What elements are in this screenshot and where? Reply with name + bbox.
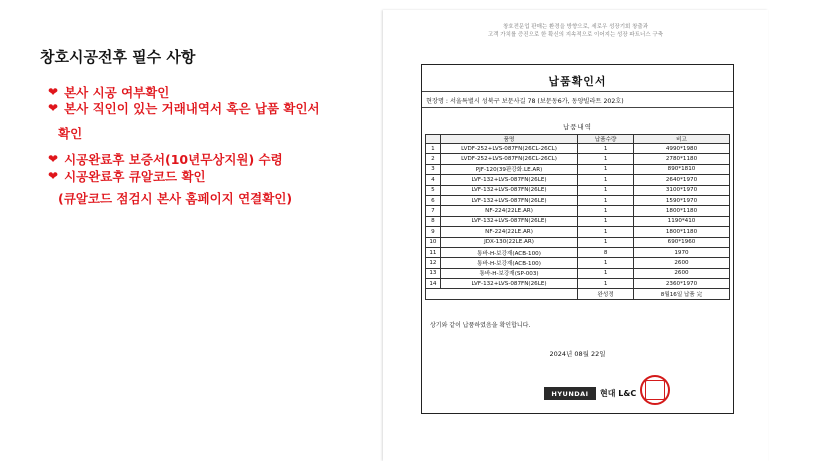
item-name: JDX-130(22LE.AR) <box>440 237 577 247</box>
item-size: 1190*410 <box>634 216 730 226</box>
item-name: LVF-132+LVS-087FN(26LE) <box>440 175 577 185</box>
completion-label: 완성정 <box>578 289 634 299</box>
item-size: 3100*1970 <box>634 185 730 195</box>
item-size: 890*1810 <box>634 164 730 174</box>
heart-icon: ❤ <box>48 169 59 183</box>
document-title: 납품확인서 <box>548 75 607 88</box>
table-row <box>426 154 730 164</box>
table-row <box>426 247 730 257</box>
table-header-row <box>426 135 730 144</box>
requirement-note: (큐알코드 점검시 본사 홈페이지 연결확인) <box>58 191 293 206</box>
item-size: 2360*1970 <box>634 279 730 289</box>
item-quantity: 1 <box>578 144 634 154</box>
column-header: NO <box>426 135 441 144</box>
item-quantity: 1 <box>578 279 634 289</box>
item-quantity: 1 <box>578 154 634 164</box>
item-name: 통바-H-보강재(ACB-100) <box>440 247 577 257</box>
item-quantity: 1 <box>578 237 634 247</box>
table-row <box>426 227 730 237</box>
row-number: 7 <box>426 206 441 216</box>
table-row <box>426 279 730 289</box>
column-header: 품명 <box>440 135 577 144</box>
item-quantity: 1 <box>578 268 634 278</box>
row-number: 12 <box>426 258 441 268</box>
item-size: 690*1960 <box>634 237 730 247</box>
item-size: 1590*1970 <box>634 195 730 205</box>
requirement-text: 시공완료후 보증서(10년무상지원) 수령 <box>64 152 283 167</box>
document-header-line: 고객 가치를 증진으로 한 확신의 지속적으로 이어지는 성장 파트너스 구축 <box>487 32 664 38</box>
item-name: LVF-132+LVS-087FN(26LE) <box>440 216 577 226</box>
item-quantity: 1 <box>578 206 634 216</box>
item-name: NF-224(22LE.AR) <box>440 206 577 216</box>
divider <box>422 107 733 108</box>
item-name: 통바-H-보강재(SP-003) <box>440 268 577 278</box>
section-title: 납품내역 <box>562 123 593 131</box>
heart-icon: ❤ <box>48 152 59 166</box>
left-panel <box>0 0 380 461</box>
completion-row <box>426 289 730 299</box>
column-header: 비고 <box>634 135 730 144</box>
document-date: 2024년 08월 22일 <box>549 350 606 358</box>
company-seal-icon <box>640 375 670 405</box>
item-size: 2600 <box>634 258 730 268</box>
heart-icon: ❤ <box>48 85 59 99</box>
item-size: 2780*1180 <box>634 154 730 164</box>
requirement-item <box>48 150 283 168</box>
item-name: 통바-H-보강재(ACB-100) <box>440 258 577 268</box>
row-number: 9 <box>426 227 441 237</box>
divider <box>422 91 733 92</box>
table-row <box>426 185 730 195</box>
requirement-item <box>48 99 320 117</box>
table-row <box>426 216 730 226</box>
requirement-continuation: 확인 <box>58 126 83 141</box>
requirement-text: 본사 시공 여부확인 <box>64 85 170 100</box>
row-number: 3 <box>426 164 441 174</box>
item-quantity: 1 <box>578 185 634 195</box>
site-name: 현장명 : 서울특별시 성북구 보문사길 78 (보문동6가, 동양빌라트 202호) <box>426 98 624 105</box>
item-size: 2640*1970 <box>634 175 730 185</box>
requirement-text: 본사 직인이 있는 거래내역서 혹은 납품 확인서 <box>64 101 320 116</box>
table-row <box>426 258 730 268</box>
table-row <box>426 164 730 174</box>
company-name: 현대 L&C <box>600 389 637 398</box>
table-row <box>426 268 730 278</box>
table-row <box>426 206 730 216</box>
row-number: 10 <box>426 237 441 247</box>
item-quantity: 1 <box>578 195 634 205</box>
column-header: 납품수량 <box>578 135 634 144</box>
item-name: LVF-132+LVS-087FN(26LE) <box>440 279 577 289</box>
item-size: 2600 <box>634 268 730 278</box>
item-quantity: 1 <box>578 164 634 174</box>
confirmation-statement: 상기와 같이 납품하였음을 확인합니다. <box>430 322 531 329</box>
item-size: 4990*1980 <box>634 144 730 154</box>
document-frame <box>421 64 734 414</box>
table-row <box>426 144 730 154</box>
item-quantity: 1 <box>578 258 634 268</box>
row-number: 6 <box>426 195 441 205</box>
item-name: LVDF-252+LVS-087FN(26CL-26CL) <box>440 144 577 154</box>
requirement-item <box>48 167 206 185</box>
item-quantity: 8 <box>578 247 634 257</box>
row-number: 1 <box>426 144 441 154</box>
item-size: 1800*1180 <box>634 227 730 237</box>
item-quantity: 1 <box>578 227 634 237</box>
item-name: LVDF-252+LVS-087FN(26CL-26CL) <box>440 154 577 164</box>
row-number: 13 <box>426 268 441 278</box>
item-quantity: 1 <box>578 216 634 226</box>
table-row <box>426 237 730 247</box>
row-number: 8 <box>426 216 441 226</box>
row-number: 14 <box>426 279 441 289</box>
row-number: 11 <box>426 247 441 257</box>
completion-spacer <box>426 289 578 299</box>
item-name: PJF-120(39판강화.LE.AR) <box>440 164 577 174</box>
table-body <box>426 144 730 289</box>
item-name: NF-224(22LE.AR) <box>440 227 577 237</box>
row-number: 5 <box>426 185 441 195</box>
row-number: 2 <box>426 154 441 164</box>
table-row <box>426 175 730 185</box>
requirements-title: 창호시공전후 필수 사항 <box>40 48 196 66</box>
document-header-line: 창호전문업 판매는 환경을 방향으로, 세로우 성장기회 창출과 <box>502 24 649 30</box>
item-size: 1800*1180 <box>634 206 730 216</box>
item-name: LVF-132+LVS-087FN(26LE) <box>440 185 577 195</box>
requirement-text: 시공완료후 큐알코드 확인 <box>64 169 206 184</box>
row-number: 4 <box>426 175 441 185</box>
delivery-table <box>425 134 730 300</box>
item-size: 1970 <box>634 247 730 257</box>
hyundai-logo: HYUNDAI <box>544 387 596 400</box>
table-row <box>426 195 730 205</box>
item-quantity: 1 <box>578 175 634 185</box>
completion-note: 8월16일 납품 完 <box>634 289 730 299</box>
heart-icon: ❤ <box>48 101 59 115</box>
item-name: LVF-132+LVS-087FN(26LE) <box>440 195 577 205</box>
delivery-confirmation-document <box>383 10 768 461</box>
